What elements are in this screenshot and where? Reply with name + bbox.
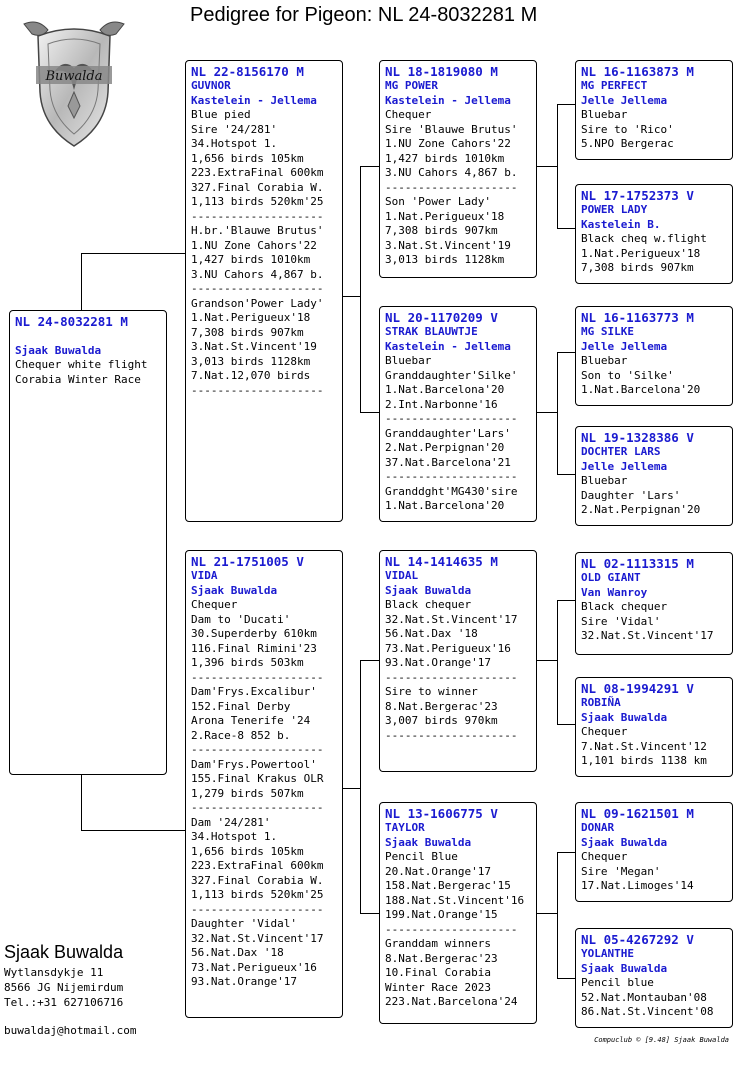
pigeon-name: MG SILKE xyxy=(581,325,634,338)
buwalda-logo xyxy=(18,14,130,150)
info-line: 73.Nat.Perigueux'16 xyxy=(191,960,317,974)
logo-text: Buwalda xyxy=(45,69,103,84)
ring-number: NL 13-1606775 V xyxy=(385,806,498,821)
dam-sire-card[interactable] xyxy=(379,550,537,772)
info-line: Chequer white flight xyxy=(15,358,148,371)
info-line: Bluebar xyxy=(581,474,628,487)
dsd-card[interactable] xyxy=(575,677,733,777)
ddd-card[interactable] xyxy=(575,928,733,1028)
info-line: 1,101 birds 1138 km xyxy=(581,754,707,767)
info-line: 93.Nat.Orange'17 xyxy=(191,975,297,988)
info-line: Chequer xyxy=(581,850,628,863)
pigeon-name: MG PERFECT xyxy=(581,79,648,92)
ring-number: NL 16-1163873 M xyxy=(581,64,694,79)
ring-number: NL 05-4267292 V xyxy=(581,932,694,947)
pigeon-name: ROBIÑA xyxy=(581,696,621,709)
ring-number: NL 20-1170209 V xyxy=(385,310,498,325)
info-line: 7,308 birds 907km xyxy=(191,325,304,339)
owner-name: Sjaak Buwalda xyxy=(385,583,472,597)
info-line: Corabia Winter Race xyxy=(15,372,141,386)
info-line: 5.NPO Bergerac xyxy=(581,137,674,150)
info-line: Arona Tenerife '24 xyxy=(191,714,311,727)
info-line: 8.Nat.Bergerac'23 xyxy=(385,951,498,965)
info-line: 1,656 birds 105km xyxy=(191,844,304,858)
info-line: Granddam winners xyxy=(385,937,491,950)
info-line: 1,113 birds 520km'25 xyxy=(191,195,324,208)
owner-name: Jelle Jellema xyxy=(581,339,668,353)
pigeon-name: MG POWER xyxy=(385,79,438,92)
ring-number: NL 21-1751005 V xyxy=(191,554,304,569)
info-line: 2.Race-8 852 b. xyxy=(191,728,291,742)
info-line: Bluebar xyxy=(581,108,628,121)
info-line: Sire 'Megan' xyxy=(581,864,661,878)
info-line: 1.Nat.Perigueux'18 xyxy=(191,311,311,324)
info-line: -------------------- xyxy=(385,670,518,684)
info-line: 327.Final Corabia W. xyxy=(191,180,324,194)
info-line: -------------------- xyxy=(191,801,324,814)
pigeon-name: OLD GIANT xyxy=(581,571,641,584)
info-line: -------------------- xyxy=(191,902,324,916)
owner-name: Sjaak Buwalda xyxy=(191,583,278,597)
pigeon-name: YOLANTHE xyxy=(581,947,634,960)
info-line: 56.Nat.Dax '18 xyxy=(191,946,284,959)
email-address[interactable]: buwaldaj@hotmail.com xyxy=(4,1024,137,1037)
info-line: 3,013 birds 1128km xyxy=(191,354,311,368)
info-line: Blue pied xyxy=(191,108,251,121)
ring-number: NL 18-1819080 M xyxy=(385,64,498,79)
pigeon-name: GUVNOR xyxy=(191,79,231,92)
sire-sire-card[interactable] xyxy=(379,60,537,278)
info-line: 3,007 birds 970km xyxy=(385,714,498,727)
info-line: Sire to winner xyxy=(385,685,478,698)
dam-dam-card[interactable] xyxy=(379,802,537,1024)
info-line: 1.Nat.Perigueux'18 xyxy=(581,246,701,260)
owner-name: Kastelein - Jellema xyxy=(191,93,317,107)
info-line: Dam to 'Ducati' xyxy=(191,612,291,626)
pigeon-name: POWER LADY xyxy=(581,203,648,216)
info-line: 7.Nat.12,070 birds xyxy=(191,369,311,382)
info-line: 20.Nat.Orange'17 xyxy=(385,864,491,878)
info-line: Granddaughter'Lars' xyxy=(385,426,511,440)
info-line: -------------------- xyxy=(191,209,324,223)
owner-name: Jelle Jellema xyxy=(581,93,668,107)
info-line: 2.Nat.Perpignan'20 xyxy=(581,503,701,516)
info-line: 199.Nat.Orange'15 xyxy=(385,908,498,921)
info-line: Daughter 'Lars' xyxy=(581,488,681,502)
info-line: -------------------- xyxy=(385,922,518,936)
owner-name: Kastelein B. xyxy=(581,217,661,231)
ring-number: NL 08-1994291 V xyxy=(581,681,694,696)
info-line: 7,308 birds 907km xyxy=(581,261,694,274)
info-line: 34.Hotspot 1. xyxy=(191,137,278,150)
sds-card[interactable] xyxy=(575,306,733,406)
info-line: 188.Nat.St.Vincent'16 xyxy=(385,893,525,907)
info-line: 3.NU Cahors 4,867 b. xyxy=(385,166,518,179)
dss-card[interactable] xyxy=(575,552,733,655)
pigeon-name: DOCHTER LARS xyxy=(581,445,661,458)
info-line: Winter Race 2023 xyxy=(385,980,491,994)
info-line: Son to 'Silke' xyxy=(581,368,674,382)
owner-name: Sjaak Buwalda xyxy=(385,835,472,849)
info-line: 1.Nat.Barcelona'20 xyxy=(385,499,505,512)
info-line: 10.Final Corabia xyxy=(385,966,491,979)
info-line: Sire to 'Rico' xyxy=(581,122,674,136)
owner-name: Sjaak Buwalda xyxy=(15,343,102,357)
info-line: 8.Nat.Bergerac'23 xyxy=(385,699,498,713)
info-line: 2.Nat.Perpignan'20 xyxy=(385,441,505,454)
dam-card[interactable] xyxy=(185,550,343,1018)
info-line: 73.Nat.Perigueux'16 xyxy=(385,641,511,655)
info-line: Dam'Frys.Excalibur' xyxy=(191,685,317,698)
owner-name: Kastelein - Jellema xyxy=(385,339,511,353)
info-line: -------------------- xyxy=(385,470,518,483)
info-line: Pencil blue xyxy=(581,976,654,989)
pigeon-name: DONAR xyxy=(581,821,615,834)
info-line: Bluebar xyxy=(581,354,628,367)
sire-card[interactable] xyxy=(185,60,343,522)
owner-name: Sjaak Buwalda xyxy=(581,961,668,975)
info-line: -------------------- xyxy=(191,670,324,684)
pigeon-name: STRAK BLAUWTJE xyxy=(385,325,478,338)
ring-number: NL 24-8032281 M xyxy=(15,314,128,329)
pigeon-name: VIDAL xyxy=(385,569,419,582)
info-line: 1.Nat.Barcelona'20 xyxy=(385,383,505,396)
software-credit: Compuclub © [9.48] Sjaak Buwalda xyxy=(594,1036,729,1044)
info-line: 3.Nat.St.Vincent'19 xyxy=(191,340,317,353)
info-line: Chequer xyxy=(191,598,238,611)
info-line: 116.Final Rimini'23 xyxy=(191,641,317,655)
info-line: 3.NU Cahors 4,867 b. xyxy=(191,267,324,281)
owner-name: Jelle Jellema xyxy=(581,459,668,473)
info-line: 86.Nat.St.Vincent'08 xyxy=(581,1005,714,1018)
info-line: Sire 'Vidal' xyxy=(581,614,661,628)
info-line: Granddaughter'Silke' xyxy=(385,368,518,382)
info-line: 152.Final Derby xyxy=(191,699,291,713)
info-line: 155.Final Krakus OLR xyxy=(191,772,324,785)
address-line-2: 8566 JG Nijemirdum xyxy=(4,981,124,994)
ring-number: NL 17-1752373 V xyxy=(581,188,694,203)
owner-name: Kastelein - Jellema xyxy=(385,93,511,107)
info-line: 223.ExtraFinal 600km xyxy=(191,859,324,872)
ssd-card[interactable] xyxy=(575,184,733,284)
sss-card[interactable] xyxy=(575,60,733,160)
info-line: 17.Nat.Limoges'14 xyxy=(581,879,694,892)
info-line: Chequer xyxy=(581,725,628,738)
info-line: Sire '24/281' xyxy=(191,122,278,136)
pigeon-name: TAYLOR xyxy=(385,821,425,834)
info-line: 327.Final Corabia W. xyxy=(191,873,324,887)
info-line: 223.ExtraFinal 600km xyxy=(191,166,324,179)
info-line: H.br.'Blauwe Brutus' xyxy=(191,224,324,237)
info-line: Grandson'Power Lady' xyxy=(191,296,324,310)
info-line: 1.NU Zone Cahors'22 xyxy=(385,137,511,150)
info-line: Granddght'MG430'sire xyxy=(385,484,518,498)
info-line: 7,308 birds 907km xyxy=(385,224,498,237)
info-line: Chequer xyxy=(385,108,432,121)
spacer xyxy=(15,329,161,344)
sdd-card[interactable] xyxy=(575,426,733,526)
info-line: Dam '24/281' xyxy=(191,815,271,829)
info-line: 30.Superderby 610km xyxy=(191,627,317,640)
info-line: -------------------- xyxy=(385,412,518,425)
info-line: 1,656 birds 105km xyxy=(191,151,304,165)
info-line: 1,427 birds 1010km xyxy=(385,151,505,165)
info-line: 56.Nat.Dax '18 xyxy=(385,627,478,640)
info-line: Sire 'Blauwe Brutus' xyxy=(385,122,518,136)
info-line: 3,013 birds 1128km xyxy=(385,253,505,266)
info-line: 32.Nat.St.Vincent'17 xyxy=(385,612,518,626)
info-line: 32.Nat.St.Vincent'17 xyxy=(191,931,324,945)
info-line: Son 'Power Lady' xyxy=(385,195,491,208)
info-line: 1.Nat.Perigueux'18 xyxy=(385,209,505,223)
info-line: Black cheq w.flight xyxy=(581,232,707,245)
info-line: Pencil Blue xyxy=(385,850,458,863)
info-line: 37.Nat.Barcelona'21 xyxy=(385,455,511,469)
crest-icon xyxy=(18,14,130,150)
ring-number: NL 02-1113315 M xyxy=(581,556,694,571)
info-line: 1,113 birds 520km'25 xyxy=(191,888,324,901)
owner-name: Van Wanroy xyxy=(581,585,648,599)
info-line: Dam'Frys.Powertool' xyxy=(191,757,317,771)
dds-card[interactable] xyxy=(575,802,733,902)
info-line: -------------------- xyxy=(191,383,324,397)
ring-number: NL 19-1328386 V xyxy=(581,430,694,445)
info-line: 223.Nat.Barcelona'24 xyxy=(385,995,518,1008)
info-line: 7.Nat.St.Vincent'12 xyxy=(581,739,707,753)
info-line: 3.Nat.St.Vincent'19 xyxy=(385,238,511,252)
info-line: 1,427 birds 1010km xyxy=(191,253,311,266)
info-line: -------------------- xyxy=(385,728,518,742)
info-line: 93.Nat.Orange'17 xyxy=(385,656,491,669)
info-line: Black chequer xyxy=(385,598,472,611)
ring-number: NL 09-1621501 M xyxy=(581,806,694,821)
subject-pigeon-card[interactable] xyxy=(9,310,167,775)
info-line: 32.Nat.St.Vincent'17 xyxy=(581,629,714,642)
info-line: 1,279 birds 507km xyxy=(191,786,304,800)
info-line: -------------------- xyxy=(385,180,518,194)
pigeon-name: VIDA xyxy=(191,569,218,582)
ring-number: NL 14-1414635 M xyxy=(385,554,498,569)
ring-number: NL 22-8156170 M xyxy=(191,64,304,79)
info-line: 158.Nat.Bergerac'15 xyxy=(385,879,511,892)
info-line: 1.Nat.Barcelona'20 xyxy=(581,383,701,396)
address-line-1: Wytlansdykje 11 xyxy=(4,966,104,979)
owner-name: Sjaak Buwalda xyxy=(581,835,668,849)
info-line: 1,396 birds 503km xyxy=(191,656,304,669)
info-line: Daughter 'Vidal' xyxy=(191,917,297,930)
info-line: Bluebar xyxy=(385,354,432,367)
info-line: 2.Int.Narbonne'16 xyxy=(385,397,498,411)
sire-dam-card[interactable] xyxy=(379,306,537,522)
info-line: 34.Hotspot 1. xyxy=(191,830,278,843)
info-line: 1.NU Zone Cahors'22 xyxy=(191,238,317,252)
breeder-name: Sjaak Buwalda xyxy=(4,942,124,962)
info-line: Black chequer xyxy=(581,600,668,613)
page-title: Pedigree for Pigeon: NL 24-8032281 M xyxy=(190,4,538,26)
ring-number: NL 16-1163773 M xyxy=(581,310,694,325)
info-line: 52.Nat.Montauban'08 xyxy=(581,990,707,1004)
phone-number: Tel.:+31 627106716 xyxy=(4,996,124,1009)
info-line: -------------------- xyxy=(191,282,324,295)
owner-name: Sjaak Buwalda xyxy=(581,710,668,724)
info-line: -------------------- xyxy=(191,743,324,756)
